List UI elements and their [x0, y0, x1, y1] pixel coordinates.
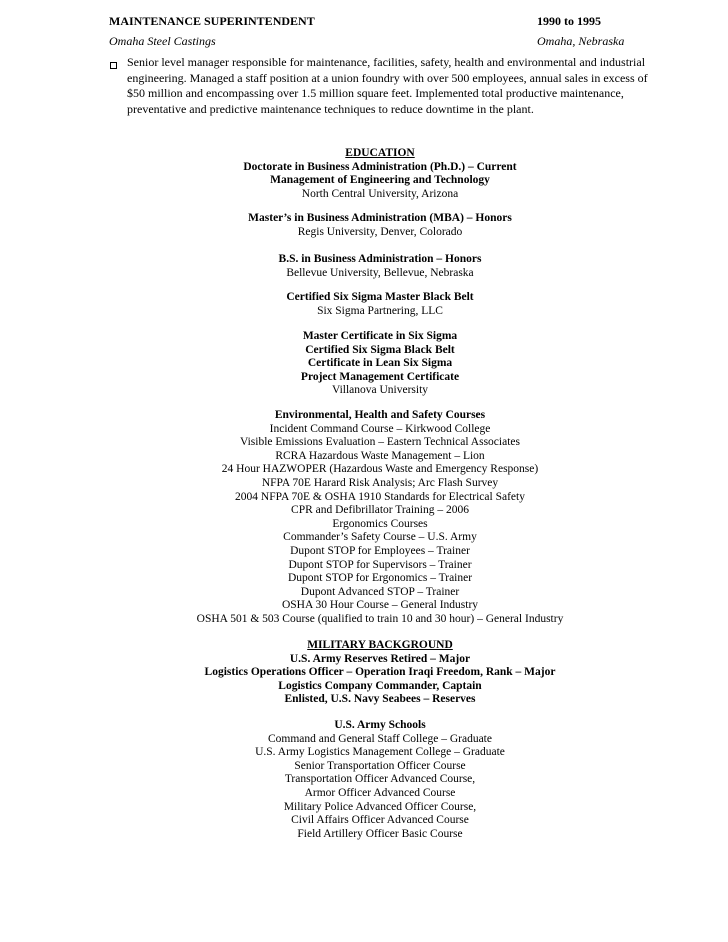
ehs-course: Commander’s Safety Course – U.S. Army — [283, 531, 477, 544]
bullet-checkbox-icon — [110, 62, 117, 69]
army-school: Command and General Staff College – Graduate — [268, 732, 492, 745]
job-dates: 1990 to 1995 — [537, 14, 601, 28]
six-sigma-mbb: Certified Six Sigma Master Black Belt — [286, 291, 474, 303]
military-section — [0, 639, 728, 707]
villanova-cert: Project Management Certificate — [300, 370, 460, 383]
army-schools-block — [0, 719, 728, 841]
ehs-course: NFPA 70E Harard Risk Analysis; Arc Flash Survey — [261, 476, 499, 489]
military-heading: MILITARY BACKGROUND — [307, 639, 453, 651]
military-item: Logistics Company Commander, Captain — [278, 679, 482, 692]
ehs-course: OSHA 501 & 503 Course (qualified to train 10 and 30 hour) – General Industry — [196, 612, 564, 625]
education-section — [0, 147, 728, 201]
job-location: Omaha, Nebraska — [537, 34, 625, 48]
phd-degree: Doctorate in Business Administration (Ph.D.) – Current — [243, 160, 517, 173]
ehs-course: CPR and Defibrillator Training – 2006 — [291, 504, 469, 517]
army-school: Field Artillery Officer Basic Course — [297, 827, 463, 840]
ehs-course: Ergonomics Courses — [332, 517, 428, 530]
education-heading: EDUCATION — [345, 147, 415, 159]
job-description: Senior level manager responsible for maintenance, facilities, safety, health and environmental and industrial engineering. Managed a staff position at a union foundry with over 500 employees, annual sales in excess of $50 million and encompassing over 1.5 million square feet. Implemented total productive maintenance, preventative and predictive maintenance techniques to reduce downtime in the plant. — [127, 55, 648, 116]
bs-block — [0, 253, 728, 280]
phd-school: North Central University, Arizona — [301, 187, 459, 200]
job-company: Omaha Steel Castings — [109, 34, 216, 48]
ehs-course: Dupont Advanced STOP – Trainer — [300, 585, 460, 598]
ehs-course: RCRA Hazardous Waste Management – Lion — [275, 449, 485, 462]
phd-field: Management of Engineering and Technology — [270, 174, 490, 187]
villanova-block — [0, 330, 728, 398]
ehs-course: Dupont STOP for Supervisors – Trainer — [288, 558, 472, 571]
military-item: U.S. Army Reserves Retired – Major — [289, 652, 471, 665]
villanova-school: Villanova University — [331, 384, 429, 397]
military-item: Enlisted, U.S. Navy Seabees – Reserves — [284, 693, 476, 706]
army-school: Senior Transportation Officer Course — [294, 759, 466, 772]
ehs-course: OSHA 30 Hour Course – General Industry — [281, 599, 479, 612]
six-sigma-mbb-school: Six Sigma Partnering, LLC — [317, 304, 443, 317]
bs-degree: B.S. in Business Administration – Honors — [278, 253, 482, 265]
mba-school: Regis University, Denver, Colorado — [297, 225, 463, 238]
military-item: Logistics Operations Officer – Operation Iraqi Freedom, Rank – Major — [204, 666, 556, 679]
villanova-cert: Certified Six Sigma Black Belt — [305, 343, 455, 356]
mba-degree: Master’s in Business Administration (MBA) – Honors — [248, 212, 512, 224]
mba-block — [0, 212, 728, 239]
ehs-course: Dupont STOP for Ergonomics – Trainer — [287, 572, 473, 585]
ehs-course: Dupont STOP for Employees – Trainer — [290, 544, 470, 557]
army-school: U.S. Army Logistics Management College – Graduate — [255, 746, 505, 759]
army-school: Military Police Advanced Officer Course, — [283, 800, 477, 813]
villanova-cert: Master Certificate in Six Sigma — [302, 330, 458, 342]
villanova-cert: Certificate in Lean Six Sigma — [307, 357, 453, 370]
army-schools-heading: U.S. Army Schools — [334, 719, 426, 731]
ehs-block — [0, 409, 728, 627]
ehs-course: 24 Hour HAZWOPER (Hazardous Waste and Emergency Response) — [221, 463, 539, 476]
army-school: Transportation Officer Advanced Course, — [284, 773, 476, 786]
ehs-course: Visible Emissions Evaluation – Eastern Technical Associates — [240, 436, 520, 449]
army-school: Civil Affairs Officer Advanced Course — [291, 814, 469, 827]
ehs-course: Incident Command Course – Kirkwood College — [269, 422, 491, 435]
ehs-heading: Environmental, Health and Safety Courses — [274, 409, 486, 421]
job-title: MAINTENANCE SUPERINTENDENT — [109, 14, 315, 28]
ehs-course: 2004 NFPA 70E & OSHA 1910 Standards for Electrical Safety — [235, 490, 525, 503]
army-school: Armor Officer Advanced Course — [304, 786, 456, 799]
six-sigma-mbb-block — [0, 291, 728, 318]
bs-school: Bellevue University, Bellevue, Nebraska — [286, 266, 474, 279]
